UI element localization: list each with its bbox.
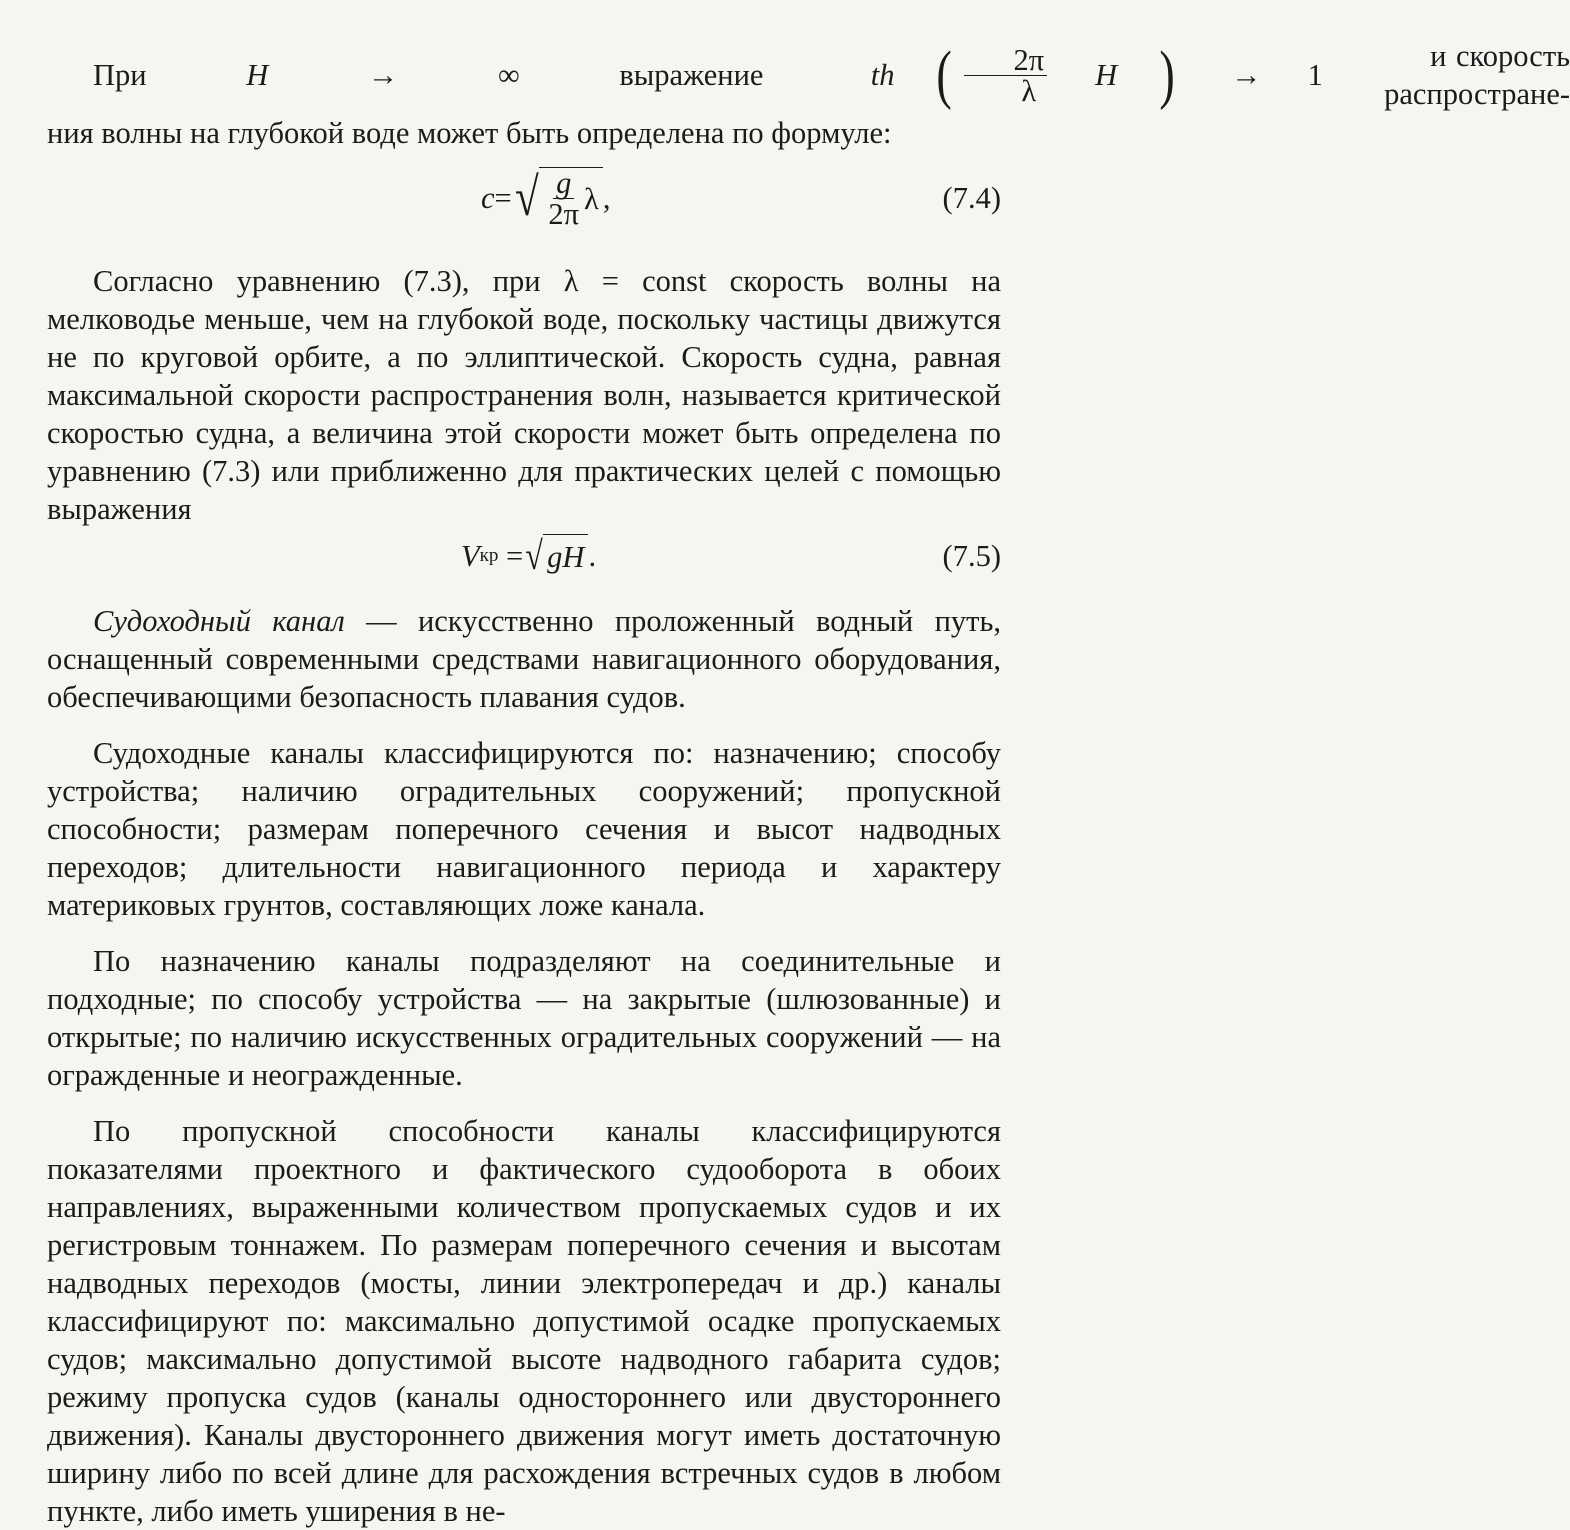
eq74-lhs: c [481, 181, 495, 215]
paragraph-classification: Судоходные каналы классифицируются по: назначению; способу устройства; наличию оградительных сооружений; пропускной способности; размерам поперечного сечения и высот надводных переходов; длительности навигационного периода и характеру материковых грунтов, составляющих ложе канала. [47, 736, 1001, 922]
equation-7-4 [47, 152, 1001, 244]
eq74-comma: , [602, 181, 611, 215]
frac-numerator: 2π [964, 45, 1047, 76]
fraction-2pi-lambda [964, 42, 1047, 108]
text-expression: выражение [619, 58, 764, 92]
definition-text: — искусственно проложенный водный путь, оснащенный современными средствами навигационного оборудования, обеспечивающими безопасность плавания судов. [47, 604, 1002, 714]
equation-number-7-4: (7.4) [942, 181, 1001, 215]
equation-7-4-body [481, 152, 610, 244]
eq75-period: . [588, 539, 597, 573]
math-H: H [246, 58, 269, 92]
eq74-radicand [539, 167, 602, 229]
paragraph-capacity: По пропускной способности каналы классифицируются показателями проектного и фактического судооборота в обоих направлениях, выраженными количеством пропускаемых судов и их регистровым тоннажем. По размерам поперечного сечения и высотам надводных переходов (мосты, линии электропередач и др.) каналы классифицируют по: максимально допустимой осадке пропускаемых судов; максимально допустимой высоте надводного габарита судов; режиму пропуска судов (каналы одностороннего или двустороннего движения). Каналы двустороннего движения могут иметь достаточную ширину либо по всей длине для расхождения встречных судов в любом пункте, либо иметь уширения в не- [47, 1114, 1001, 1528]
equation-7-5-body [461, 528, 596, 584]
radical-sign-2: √ [525, 533, 543, 578]
eq75-sqrt [523, 534, 588, 578]
term-canal: Судоходный канал [93, 604, 345, 638]
right-paren: ) [1159, 38, 1175, 111]
equation-number-7-5: (7.5) [942, 539, 1001, 573]
eq74-sqrt [512, 167, 603, 229]
math-arrow2: → [1231, 58, 1262, 92]
eq75-V: V [461, 539, 480, 573]
eq75-radicand: gH [543, 534, 588, 578]
math-infinity: ∞ [498, 58, 520, 92]
math-one: 1 [1307, 58, 1323, 92]
text-post: и скорость распростране- [1384, 39, 1570, 111]
equation-7-5 [47, 528, 1001, 584]
eq74-lambda: λ [584, 181, 599, 216]
eq74-fraction [545, 168, 582, 229]
paragraph-purpose: По назначению каналы подразделяют на соединительные и подходные; по способу устройства — на закрытые (шлюзованные) и открытые; по наличию искусственных оградительных сооружений — на огражденные и неогражденные. [47, 944, 1001, 1092]
paragraph-canal-definition [47, 602, 1001, 716]
math-H2: H [1095, 58, 1118, 92]
left-paren: ( [936, 38, 953, 111]
intro-line-2: ния волны на глубокой воде может быть определена по формуле: [47, 116, 892, 150]
eq75-subscript: кр [479, 545, 499, 566]
math-th: th [870, 58, 895, 92]
paragraph-wave-speed: Согласно уравнению (7.3), при λ = const скорость волны на мелководье меньше, чем на глубокой воде, поскольку частицы движутся не по круговой орбите, а по эллиптической. Скорость судна, равная максимальной скорости распространения волн, называется критической скоростью судна, а величина этой скорости может быть определена по уравнению (7.3) или приближенно для практических целей с помощью выражения [47, 264, 1001, 526]
eq74-numerator: g [553, 168, 574, 199]
text-pre: При [93, 58, 147, 92]
eq74-denominator: 2π [548, 197, 580, 231]
math-arrow: → [367, 58, 399, 92]
frac-denominator: λ [1021, 73, 1037, 108]
eq74-equals: = [494, 181, 512, 215]
radical-sign: √ [514, 167, 539, 227]
eq75-equals: = [506, 539, 524, 573]
